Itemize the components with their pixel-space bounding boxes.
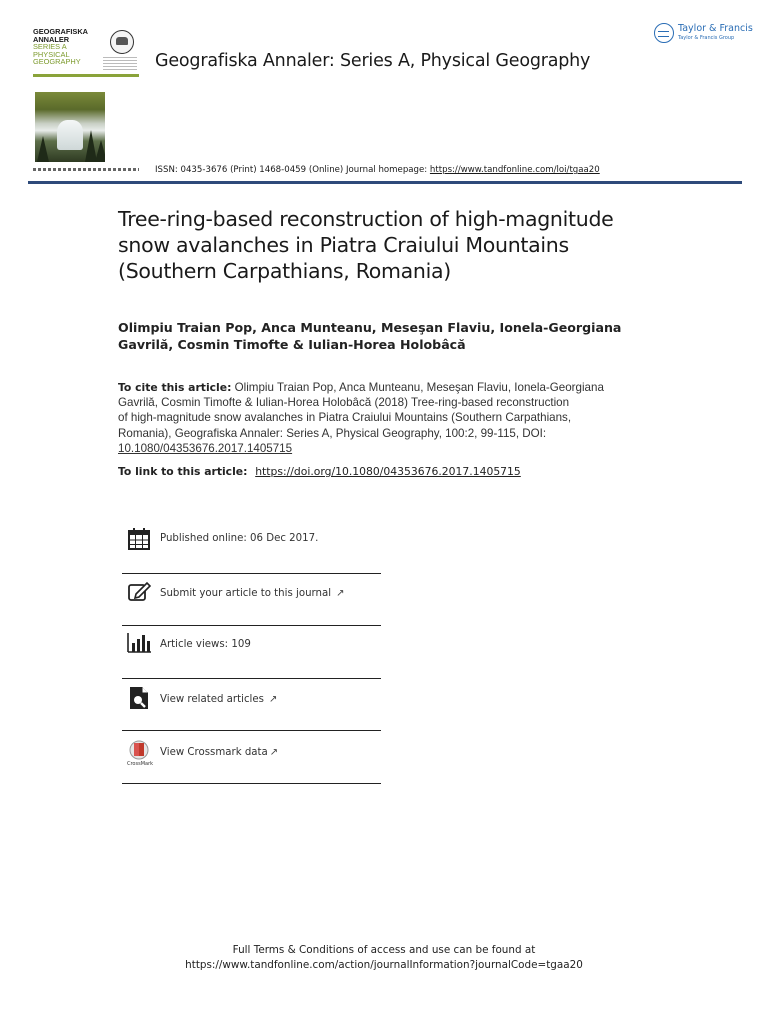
- cover-line: ANNALER: [33, 34, 70, 44]
- publisher-group: Taylor & Francis Group: [678, 35, 735, 41]
- cover-text-lines: [103, 55, 137, 71]
- header-rule: [28, 181, 742, 184]
- cover-line: GEOGRAPHY: [33, 57, 81, 67]
- bar-chart-icon: [127, 631, 151, 655]
- title-line: snow avalanches in Piatra Craiului Mountains: [118, 233, 569, 257]
- submit-row[interactable]: [122, 573, 381, 625]
- views-row: [122, 625, 381, 677]
- publisher-name: Taylor & Francis: [678, 23, 753, 34]
- cover-band: [33, 74, 139, 77]
- submit-row-text: [160, 588, 344, 599]
- article-authors: [118, 319, 658, 353]
- document-search-icon: [127, 686, 151, 710]
- waterfall-shape: [57, 120, 83, 150]
- publisher-logo[interactable]: [654, 22, 753, 48]
- terms-text: Full Terms & Conditions of access and use can be found at: [232, 944, 536, 956]
- cover-seal-icon: [110, 30, 134, 54]
- cite-label: To cite this article:: [118, 381, 232, 394]
- submit-label: Submit your article to this journal: [160, 588, 332, 599]
- tree-shape: [95, 140, 105, 162]
- authors-line: Olimpiu Traian Pop, Anca Munteanu, Meseşan Flaviu, Ionela-Georgiana: [118, 320, 622, 335]
- published-row: [122, 521, 381, 573]
- related-label: View related articles: [160, 694, 264, 705]
- link-label: To link to this article:: [118, 465, 252, 478]
- related-row-text: [160, 694, 277, 705]
- row-divider: [122, 783, 381, 784]
- crossmark-small-label: CrossMark: [127, 761, 154, 767]
- calendar-icon: [127, 527, 151, 551]
- terms-url[interactable]: https://www.tandfonline.com/action/journalInformation?journalCode=tgaa20: [185, 959, 583, 971]
- cover-footer: [33, 168, 139, 171]
- terms-footer: [0, 943, 768, 973]
- published-date: Published online: 06 Dec 2017.: [160, 533, 319, 544]
- cite-text: Gavrilă, Cosmin Timofte & Iulian-Horea Holobâcă (2018) Tree-ring-based reconstruction: [118, 396, 570, 410]
- journal-cover: [33, 28, 139, 173]
- cite-text: of high-magnitude snow avalanches in Piatra Craiului Mountains (Southern Carpathians,: [118, 411, 572, 425]
- doi-link[interactable]: 10.1080/04353676.2017.1405715: [118, 441, 293, 455]
- taylor-francis-icon: [654, 23, 674, 43]
- issn-line: [155, 165, 600, 175]
- tree-shape: [37, 136, 49, 162]
- authors-line: Gavrilă, Cosmin Timofte & Iulian-Horea Holobâcă: [118, 337, 466, 352]
- cite-text: Olimpiu Traian Pop, Anca Munteanu, Meseşan Flaviu, Ionela-Georgiana: [231, 381, 604, 394]
- cover-line: GEOGRAFISKA: [33, 27, 89, 36]
- external-link-icon: ↗: [269, 747, 279, 758]
- edit-icon: [127, 580, 151, 604]
- article-title: [118, 206, 678, 284]
- external-link-icon: ↗: [268, 694, 278, 705]
- citation-block: [118, 380, 638, 456]
- article-views: Article views: 109: [160, 639, 251, 650]
- cover-photo: [35, 92, 105, 162]
- cover-line: SERIES A: [33, 42, 67, 52]
- title-line: Tree-ring-based reconstruction of high-magnitude: [118, 207, 614, 231]
- article-doi-url[interactable]: https://doi.org/10.1080/04353676.2017.1405715: [255, 465, 521, 478]
- crossmark-row-text: [160, 747, 278, 758]
- crossmark-label: View Crossmark data: [160, 747, 268, 758]
- title-line: (Southern Carpathians, Romania): [118, 259, 451, 283]
- related-row[interactable]: [122, 678, 381, 730]
- article-link-line: [118, 465, 521, 478]
- journal-title: Geografiska Annaler: Series A, Physical Geography: [155, 51, 591, 71]
- external-link-icon: ↗: [336, 588, 345, 599]
- cover-line: PHYSICAL: [33, 49, 70, 59]
- cover-title: [33, 28, 113, 66]
- crossmark-row[interactable]: [122, 731, 381, 783]
- journal-homepage-link[interactable]: https://www.tandfonline.com/loi/tgaa20: [429, 165, 600, 175]
- cite-text: Romania), Geografiska Annaler: Series A, Physical Geography, 100:2, 99-115, DOI:: [118, 426, 547, 440]
- issn-text: ISSN: 0435-3676 (Print) 1468-0459 (Online) Journal homepage:: [155, 165, 430, 175]
